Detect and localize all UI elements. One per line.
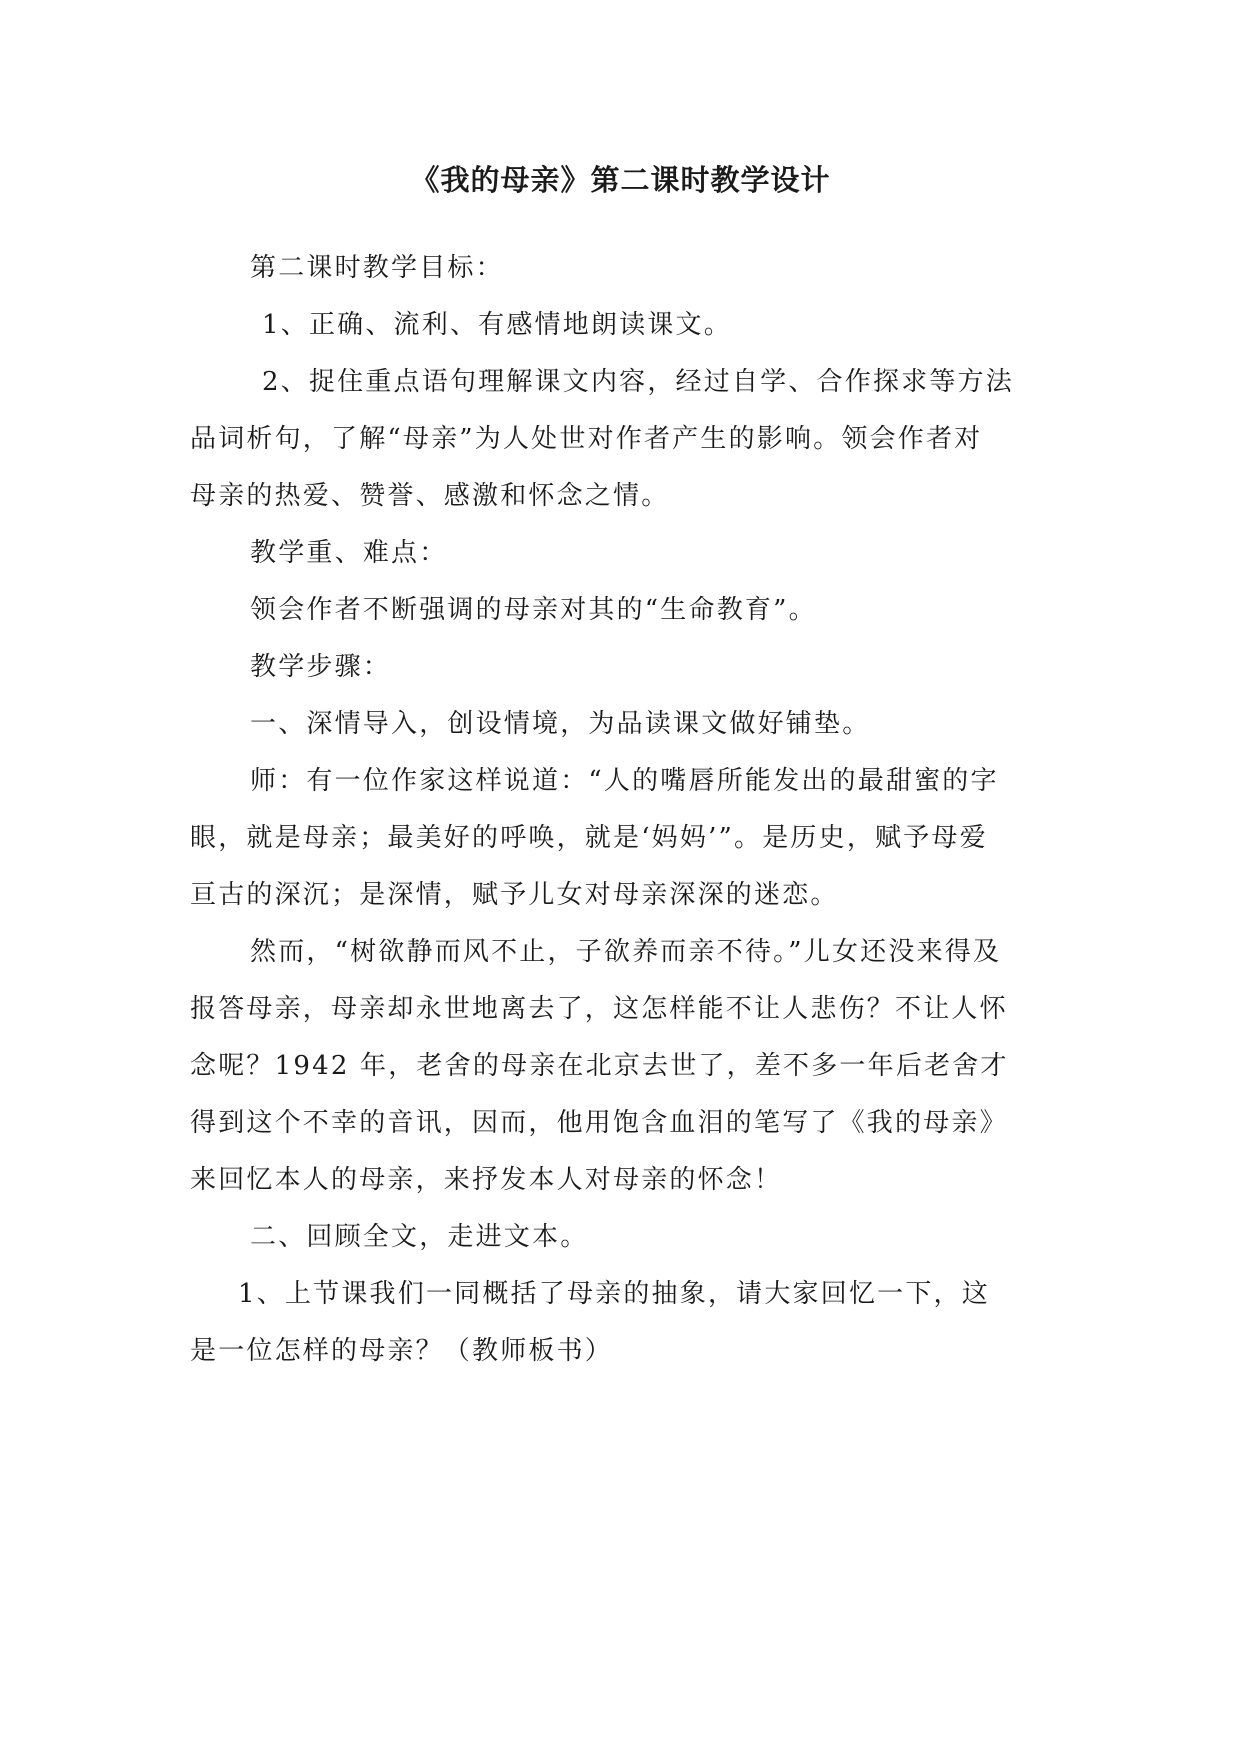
paragraph-line-8: 教学步骤： [250,652,392,682]
paragraph-line-18: 二、回顾全文，走进文本。 [250,1222,589,1252]
paragraph-line-9: 一、深情导入，创设情境，为品读课文做好铺垫。 [250,709,871,739]
paragraph-line-16: 得到这个不幸的音讯，因而，他用饱含血泪的笔写了《我的母亲》 [190,1108,1008,1138]
paragraph-line-6: 教学重、难点： [250,538,448,568]
paragraph-line-19: 1、上节课我们一同概括了母亲的抽象，请大家回忆一下，这 [238,1279,990,1309]
paragraph-line-2: 1、正确、流利、有感情地朗读课文。 [262,310,732,340]
paragraph-line-1: 第二课时教学目标： [250,253,504,283]
paragraph-line-4: 品词析句，了解“母亲”为人处世对作者产生的影响。领会作者对 [190,424,983,454]
paragraph-line-15: 念呢？1942 年，老舍的母亲在北京去世了，差不多一年后老舍才 [190,1051,1009,1081]
paragraph-line-3: 2、捉住重点语句理解课文内容，经过自学、合作探求等方法 [262,367,1014,397]
paragraph-line-11: 眼，就是母亲；最美好的呼唤，就是‘妈妈’”。是历史，赋予母爱 [190,823,988,853]
paragraph-line-5: 母亲的热爱、赞誉、感激和怀念之情。 [190,481,670,511]
paragraph-line-17: 来回忆本人的母亲，来抒发本人对母亲的怀念！ [190,1165,783,1195]
paragraph-line-7: 领会作者不断强调的母亲对其的“生命教育”。 [250,595,817,625]
document-title: 《我的母亲》第二课时教学设计 [410,163,831,197]
paragraph-line-13: 然而，“树欲静而风不止，子欲养而亲不待。”儿女还没来得及 [250,937,1002,967]
paragraph-line-14: 报答母亲，母亲却永世地离去了，这怎样能不让人悲伤？不让人怀 [190,994,1008,1024]
paragraph-line-12: 亘古的深沉；是深情，赋予儿女对母亲深深的迷恋。 [190,880,839,910]
paragraph-line-10: 师：有一位作家这样说道：“人的嘴唇所能发出的最甜蜜的字 [250,766,999,796]
paragraph-line-20: 是一位怎样的母亲？（教师板书） [190,1336,614,1366]
